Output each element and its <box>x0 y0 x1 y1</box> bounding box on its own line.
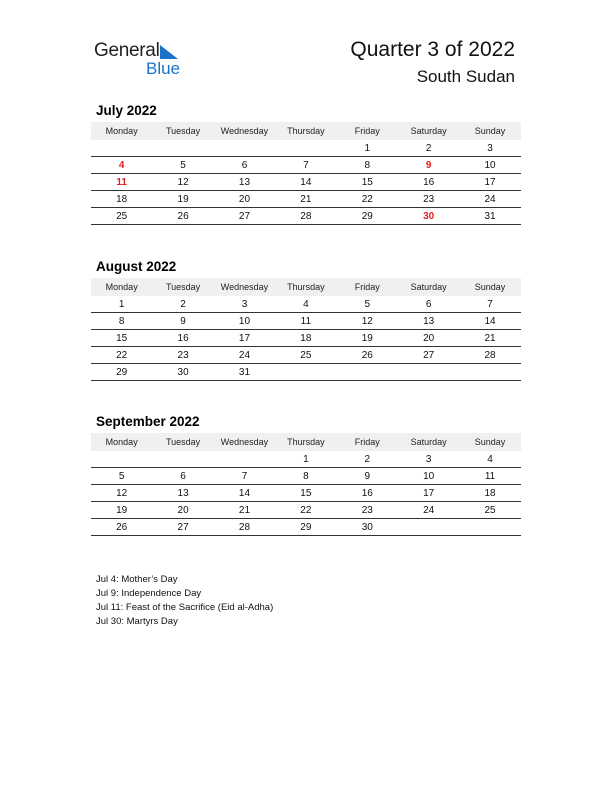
weekday-label: Thursday <box>287 126 325 136</box>
week-row <box>91 330 521 347</box>
day-cell: 28 <box>484 349 496 361</box>
day-cell: 15 <box>300 487 312 499</box>
month-calendar-august <box>91 259 521 381</box>
day-cell: 11 <box>116 176 127 188</box>
day-cell: 10 <box>423 470 435 482</box>
day-cell: 1 <box>118 298 125 310</box>
week-row <box>91 208 521 225</box>
week-row <box>91 140 521 157</box>
country-name: South Sudan <box>416 67 515 86</box>
day-cell: 21 <box>300 193 312 205</box>
weekday-label: Saturday <box>410 126 447 136</box>
day-cell: 28 <box>300 210 312 222</box>
day-cell: 24 <box>423 504 435 516</box>
day-cell: 12 <box>177 176 189 188</box>
weekday-label: Tuesday <box>165 126 201 136</box>
day-cell: 19 <box>116 504 128 516</box>
day-cell: 7 <box>241 470 248 482</box>
day-cell: 28 <box>238 521 251 533</box>
day-cell: 22 <box>361 193 373 205</box>
weekday-label: Friday <box>354 126 380 136</box>
weekday-label: Friday <box>354 282 380 292</box>
weekday-header-row <box>91 122 521 140</box>
week-row <box>91 519 521 536</box>
day-cell: 27 <box>423 349 435 361</box>
day-cell: 17 <box>423 487 435 499</box>
day-cell: 9 <box>425 159 432 171</box>
day-cell: 30 <box>177 366 189 378</box>
weekday-header-row <box>91 278 521 296</box>
weekday-label: Thursday <box>287 282 325 292</box>
day-cell: 26 <box>177 210 189 222</box>
holiday-note: Jul 11: Feast of the Sacrifice (Eid al-Adha) <box>96 602 274 613</box>
day-cell: 23 <box>177 349 189 361</box>
month-title: August 2022 <box>96 259 177 274</box>
day-cell: 13 <box>238 176 251 188</box>
logo-blue-text: Blue <box>146 59 181 78</box>
day-cell: 20 <box>423 332 435 344</box>
weekday-label: Sunday <box>474 437 506 447</box>
day-cell: 1 <box>364 142 371 154</box>
day-cell: 21 <box>238 504 251 516</box>
day-cell: 6 <box>241 159 248 171</box>
week-row <box>91 364 521 381</box>
day-cell: 18 <box>484 487 496 499</box>
month-title: July 2022 <box>96 103 157 118</box>
weekday-label: Saturday <box>410 437 447 447</box>
day-cell: 24 <box>484 193 496 205</box>
week-row <box>91 191 521 208</box>
week-row <box>91 174 521 191</box>
day-cell: 23 <box>361 504 373 516</box>
weekday-label: Wednesday <box>220 282 269 292</box>
weekday-label: Thursday <box>287 437 325 447</box>
week-row <box>91 296 521 313</box>
day-cell: 2 <box>180 298 186 310</box>
day-cell: 23 <box>423 193 435 205</box>
day-cell: 20 <box>177 504 189 516</box>
day-cell: 12 <box>116 487 128 499</box>
day-cell: 2 <box>364 453 371 465</box>
day-cell: 19 <box>177 193 189 205</box>
day-cell: 8 <box>118 315 125 327</box>
day-cell: 22 <box>300 504 312 516</box>
week-row <box>91 347 521 364</box>
day-cell: 7 <box>303 159 309 171</box>
day-cell: 31 <box>238 366 251 378</box>
day-cell: 25 <box>300 349 312 361</box>
day-cell: 14 <box>238 487 251 499</box>
day-cell: 8 <box>364 159 371 171</box>
week-row <box>91 502 521 519</box>
week-row <box>91 485 521 502</box>
week-row <box>91 468 521 485</box>
day-cell: 4 <box>118 159 125 171</box>
day-cell: 14 <box>484 315 496 327</box>
day-cell: 22 <box>116 349 128 361</box>
day-cell: 10 <box>238 315 251 327</box>
weekday-label: Monday <box>105 282 138 292</box>
weekday-label: Tuesday <box>165 437 201 447</box>
weekday-label: Monday <box>105 126 138 136</box>
day-cell: 9 <box>364 470 371 482</box>
month-calendar-july <box>91 103 521 225</box>
day-cell: 3 <box>425 453 432 465</box>
day-cell: 25 <box>484 504 496 516</box>
weekday-label: Sunday <box>474 126 506 136</box>
weekday-label: Sunday <box>474 282 506 292</box>
day-cell: 3 <box>241 298 248 310</box>
day-cell: 18 <box>116 193 128 205</box>
day-cell: 6 <box>180 470 186 482</box>
day-cell: 1 <box>303 453 309 465</box>
holiday-note: Jul 4: Mother’s Day <box>96 574 178 585</box>
day-cell: 5 <box>364 298 371 310</box>
weekday-label: Wednesday <box>220 126 269 136</box>
day-cell: 18 <box>300 332 312 344</box>
week-row <box>91 451 521 468</box>
day-cell: 15 <box>361 176 373 188</box>
day-cell: 25 <box>116 210 128 222</box>
logo-general-text: General <box>94 40 160 61</box>
day-cell: 27 <box>177 521 189 533</box>
day-cell: 9 <box>180 315 186 327</box>
day-cell: 13 <box>177 487 189 499</box>
generalblue-logo <box>94 40 204 80</box>
day-cell: 29 <box>116 366 128 378</box>
day-cell: 29 <box>361 210 373 222</box>
holiday-notes <box>96 573 273 629</box>
day-cell: 5 <box>118 470 125 482</box>
day-cell: 16 <box>423 176 435 188</box>
weekday-label: Wednesday <box>220 437 269 447</box>
day-cell: 3 <box>487 142 493 154</box>
day-cell: 14 <box>300 176 312 188</box>
day-cell: 16 <box>361 487 373 499</box>
day-cell: 17 <box>238 332 251 344</box>
holiday-note: Jul 9: Independence Day <box>96 588 202 599</box>
day-cell: 27 <box>238 210 251 222</box>
day-cell: 24 <box>238 349 251 361</box>
day-cell: 8 <box>303 470 309 482</box>
day-cell: 15 <box>116 332 128 344</box>
week-row <box>91 313 521 330</box>
day-cell: 20 <box>238 193 251 205</box>
day-cell: 2 <box>425 142 432 154</box>
day-cell: 5 <box>180 159 186 171</box>
day-cell: 19 <box>361 332 373 344</box>
day-cell: 16 <box>177 332 189 344</box>
weekday-label: Monday <box>105 437 138 447</box>
day-cell: 12 <box>361 315 373 327</box>
day-cell: 4 <box>303 298 309 310</box>
day-cell: 26 <box>361 349 373 361</box>
month-title: September 2022 <box>96 414 200 429</box>
page-title: Quarter 3 of 2022 <box>350 38 515 61</box>
day-cell: 7 <box>487 298 493 310</box>
day-cell: 11 <box>484 470 496 482</box>
day-cell: 17 <box>484 176 496 188</box>
day-cell: 4 <box>487 453 493 465</box>
day-cell: 10 <box>484 159 496 171</box>
weekday-label: Tuesday <box>165 282 201 292</box>
day-cell: 13 <box>423 315 435 327</box>
day-cell: 29 <box>300 521 312 533</box>
day-cell: 31 <box>484 210 496 222</box>
day-cell: 11 <box>300 315 312 327</box>
weekday-label: Friday <box>354 437 380 447</box>
month-calendar-september <box>91 414 521 536</box>
day-cell: 30 <box>361 521 373 533</box>
week-row <box>91 157 521 174</box>
weekday-header-row <box>91 433 521 451</box>
weekday-label: Saturday <box>410 282 447 292</box>
day-cell: 30 <box>423 210 435 222</box>
day-cell: 6 <box>425 298 432 310</box>
day-cell: 26 <box>116 521 128 533</box>
day-cell: 21 <box>484 332 496 344</box>
holiday-note: Jul 30: Martyrs Day <box>96 616 178 627</box>
